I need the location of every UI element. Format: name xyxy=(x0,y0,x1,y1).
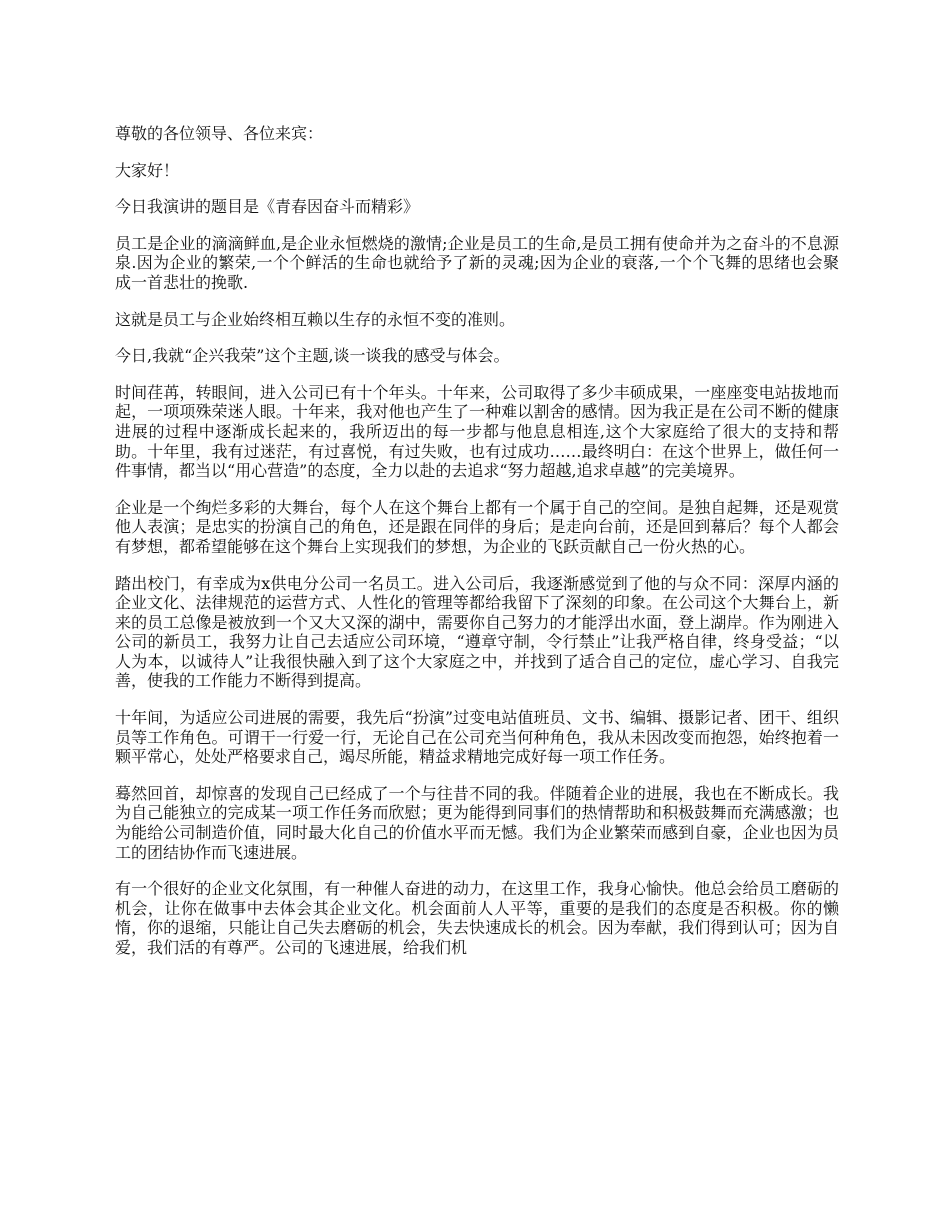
paragraph: 企业是一个绚烂多彩的大舞台，每个人在这个舞台上都有一个属于自己的空间。是独自起舞，还是观赏他人表演；是忠实的扮演自己的角色，还是跟在同伴的身后；是走向台前，还是回到幕后？每个人都会有梦想，都希望能够在这个舞台上实现我们的梦想，为企业的飞跃贡献自己一份火热的心。 xyxy=(115,497,839,556)
paragraph: 踏出校门，有幸成为x供电分公司一名员工。进入公司后，我逐渐感觉到了他的与众不同：深厚内涵的企业文化、法律规范的运营方式、人性化的管理等都给我留下了深刻的印象。在公司这个大舞台上，新来的员工总像是被放到一个又大又深的湖中，需要你自己努力的才能浮出水面，登上湖岸。作为刚进入公司的新员工，我努力让自己去适应公司环境，“遵章守制，令行禁止”让我严格自律，终身受益；“以人为本，以诚待人”让我很快融入到了这个大家庭之中，并找到了适合自己的定位，虚心学习、自我完善，使我的工作能力不断得到提高。 xyxy=(115,573,839,691)
paragraph: 员工是企业的滴滴鲜血,是企业永恒燃烧的激情;企业是员工的生命,是员工拥有使命并为之奋斗的不息源泉.因为企业的繁荣,一个个鲜活的生命也就给予了新的灵魂;因为企业的衰落,一个个飞舞的思绪也会聚成一首悲壮的挽歌. xyxy=(115,233,839,292)
paragraph: 今日,我就“企兴我荣”这个主题,谈一谈我的感受与体会。 xyxy=(115,346,510,366)
paragraph: 有一个很好的企业文化氛围，有一种催人奋进的动力，在这里工作，我身心愉快。他总会给员工磨砺的机会，让你在做事中去体会其企业文化。机会面前人人平等，重要的是我们的态度是否积极。你的懒惰，你的退缩，只能让自己失去磨砺的机会，失去快速成长的机会。因为奉献，我们得到认可；因为自爱，我们活的有尊严。公司的飞速进展，给我们机 xyxy=(115,879,839,957)
paragraph: 十年间，为适应公司进展的需要，我先后“扮演”过变电站值班员、文书、编辑、摄影记者、团干、组织员等工作角色。可谓干一行爱一行，无论自己在公司充当何种角色，我从未因改变而抱怨，始终抱着一颗平常心，处处严格要求自己，竭尽所能，精益求精地完成好每一项工作任务。 xyxy=(115,708,839,767)
paragraph: 时间荏苒，转眼间，进入公司已有十个年头。十年来，公司取得了多少丰硕成果，一座座变电站拔地而起，一项项殊荣迷人眼。十年来，我对他也产生了一种难以割舍的感情。因为我正是在公司不断的健康进展的过程中逐渐成长起来的，我所迈出的每一步都与他息息相连,这个大家庭给了很大的支持和帮助。十年里，我有过迷茫，有过喜悦，有过失败，也有过成功……最终明白：在这个世界上，做任何一件事情，都当以“用心营造”的态度，全力以赴的去追求“努力超越,追求卓越”的完美境界。 xyxy=(115,382,839,481)
paragraph: 这就是员工与企业始终相互赖以生存的永恒不变的准则。 xyxy=(115,309,516,329)
greeting: 大家好！ xyxy=(115,160,180,180)
speech-title-line: 今日我演讲的题目是《青春因奋斗而精彩》 xyxy=(115,197,420,217)
paragraph: 蓦然回首，却惊喜的发现自己已经成了一个与往昔不同的我。伴随着企业的进展，我也在不断成长。我为自己能独立的完成某一项工作任务而欣慰；更为能得到同事们的热情帮助和积极鼓舞而充满感激；也为能给公司制造价值，同时最大化自己的价值水平而无憾。我们为企业繁荣而感到自豪，企业也因为员工的团结协作而飞速进展。 xyxy=(115,783,839,862)
document-page xyxy=(115,124,839,975)
salutation: 尊敬的各位领导、各位来宾： xyxy=(115,124,324,143)
